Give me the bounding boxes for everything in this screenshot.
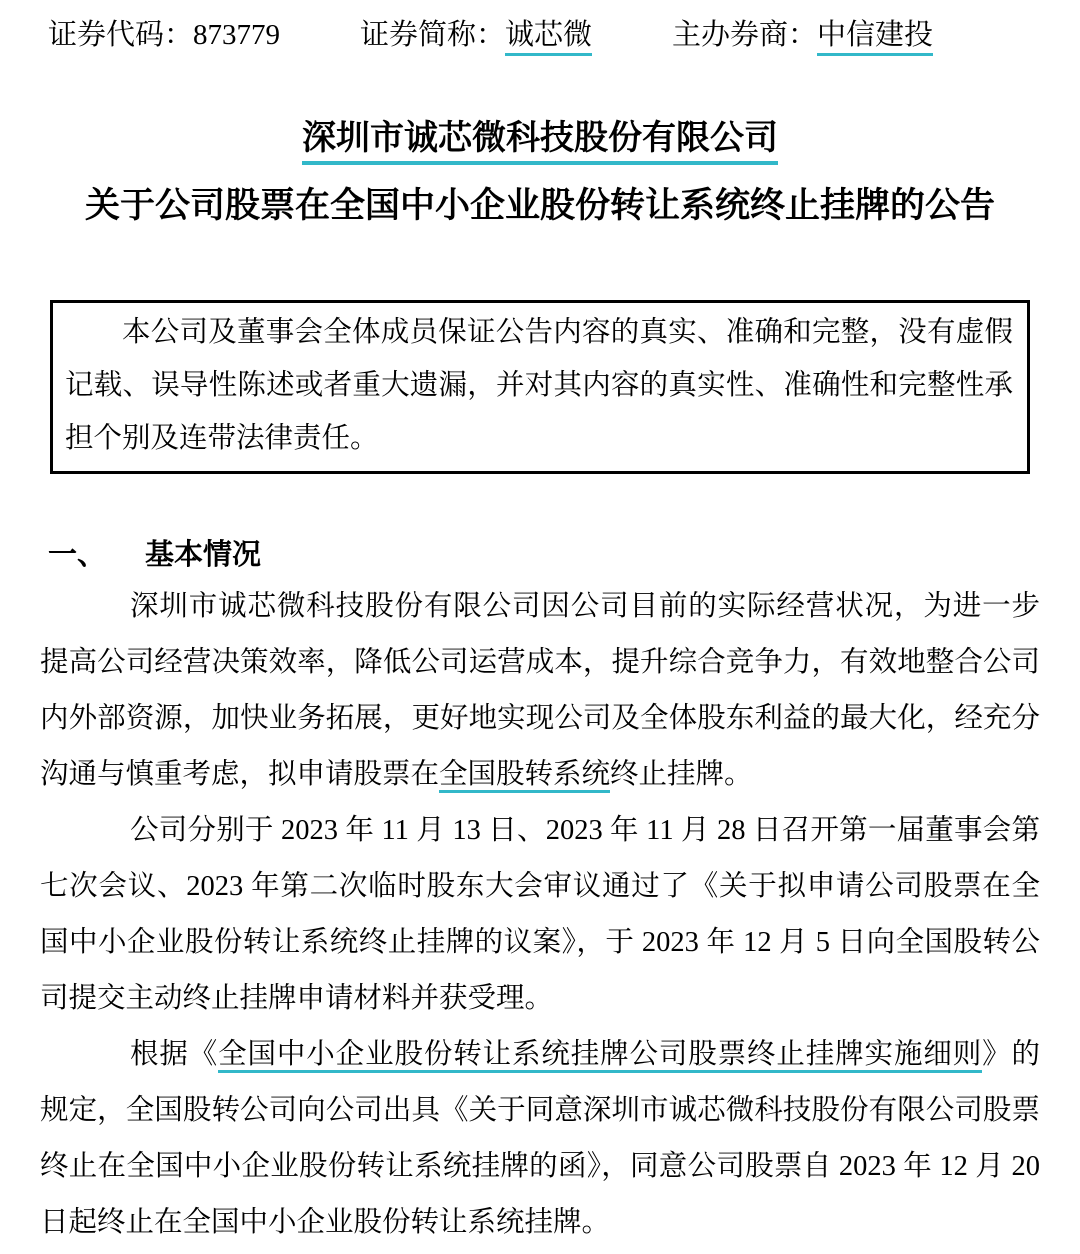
text-segment: 根据《 (130, 1039, 219, 1070)
text-segment: 终止挂牌。 (610, 759, 753, 790)
underlined-text: 全国股转系统 (439, 759, 610, 793)
text-segment: 》的规定，全国股转公司向公司出具《关于同意深圳市诚芯微科技股份有限公司股票终止在全国中小企业股份转让系统挂牌的函》，同意公司股票自 2023 年 12 月 20 日起终止在全国中小企业股份转让系统挂牌。 (40, 1039, 1040, 1238)
stock-short-name-label: 证券简称： (360, 19, 506, 51)
text-segment: 公司分别于 2023 年 11 月 13 日、2023 年 11 月 28 日召开第一届董事会第七次会议、2023 年第二次临时股东大会审议通过了《关于拟申请公司股票在全国中小企业股份转让系统终止挂牌的议案》，于 2023 年 12 月 5 日向全国股转公司提交主动终止挂牌申请材料并获受理。 (40, 815, 1040, 1014)
announcement-title: 关于公司股票在全国中小企业股份转让系统终止挂牌的公告 (84, 186, 995, 225)
body-text (40, 579, 1040, 1251)
stock-code-value: 873779 (193, 19, 281, 51)
text-segment: 深圳市诚芯微科技股份有限公司因公司目前的实际经营状况，为进一步提高公司经营决策效率，降低公司运营成本，提升综合竞争力，有效地整合公司内外部资源，加快业务拓展，更好地实现公司及全体股东利益的最大化，经充分沟通与慎重考虑，拟申请股票在 (40, 591, 1040, 790)
section-heading (48, 527, 261, 583)
company-title-text: 深圳市诚芯微科技股份有限公司 (302, 120, 778, 165)
underlined-text: 全国中小企业股份转让系统挂牌公司股票终止挂牌实施细则 (218, 1039, 982, 1073)
stock-code-label: 证券代码： (48, 19, 194, 51)
body-paragraph (40, 803, 1040, 1027)
securities-header (0, 12, 1080, 52)
disclaimer-box (50, 300, 1030, 474)
stock-short-name-value: 诚芯微 (505, 19, 592, 56)
body-paragraph (40, 1027, 1040, 1251)
body-paragraph (40, 579, 1040, 803)
sponsor-value: 中信建投 (817, 19, 933, 56)
sponsor (672, 12, 933, 53)
company-title (0, 110, 1080, 159)
section-number: 一、 (48, 539, 107, 571)
sponsor-label: 主办券商： (672, 19, 818, 51)
stock-code (48, 12, 280, 53)
section-title: 基本情况 (145, 539, 262, 571)
stock-short-name (360, 12, 592, 53)
disclaimer-text: 本公司及董事会全体成员保证公告内容的真实、准确和完整，没有虚假记载、误导性陈述或者重大遗漏，并对其内容的真实性、准确性和完整性承担个别及连带法律责任。 (65, 317, 1013, 454)
